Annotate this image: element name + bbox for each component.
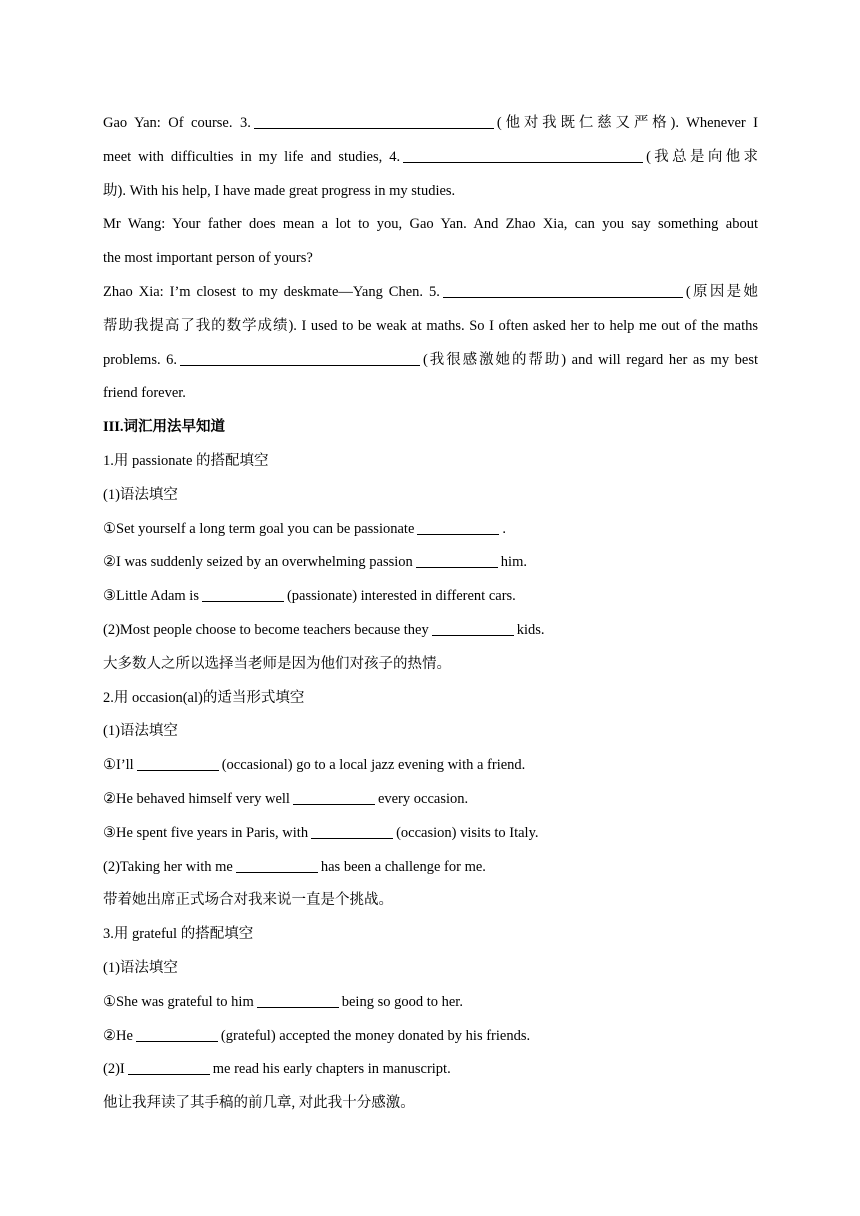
answer-blank[interactable] [416, 553, 498, 569]
dialogue-line-3: 助). With his help, I have made great progress in my studies. [103, 182, 456, 199]
answer-blank[interactable] [257, 992, 339, 1008]
question-text: (occasion) visits to Italy. [396, 824, 539, 841]
question-text: (2)I [103, 1061, 125, 1078]
question-text: every occasion. [377, 790, 469, 807]
question-text: (grateful) accepted the money donated by his friends. [220, 1027, 531, 1044]
question-text: (occasional) go to a local jazz evening with a friend. [221, 757, 526, 774]
answer-blank[interactable] [236, 857, 318, 873]
answer-blank[interactable] [128, 1060, 210, 1076]
answer-blank-4[interactable] [403, 147, 643, 163]
s2-q1 [103, 749, 758, 783]
dialogue-text: (原因是她 [685, 283, 758, 300]
question-text: kids. [516, 621, 545, 638]
question-text: ②He [103, 1027, 133, 1044]
answer-blank[interactable] [293, 789, 375, 805]
worksheet-content [103, 107, 758, 1121]
s3-sub2 [103, 1053, 758, 1087]
answer-blank[interactable] [311, 823, 393, 839]
s3-sub1: (1)语法填空 [103, 959, 178, 976]
answer-blank-3[interactable] [254, 114, 494, 130]
section-heading: III.词汇用法早知道 [103, 419, 226, 436]
question-text: being so good to her. [341, 993, 463, 1010]
s2-sub2 [103, 851, 758, 885]
s2-q3 [103, 817, 758, 851]
question-text: ①Set yourself a long term goal you can be passionate [103, 520, 415, 537]
question-text: ②I was suddenly seized by an overwhelming passion [103, 554, 413, 571]
question-text: ②He behaved himself very well [103, 790, 290, 807]
s1-sub1: (1)语法填空 [103, 486, 178, 503]
dialogue-text: Gao Yan: Of course. 3. [103, 115, 251, 131]
question-text: ③He spent five years in Paris, with [103, 824, 309, 841]
dialogue-line-4: Mr Wang: Your father does mean a lot to you, Gao Yan. And Zhao Xia, can you say something about [103, 216, 758, 233]
dialogue-line-1 [103, 107, 758, 141]
dialogue-line-8 [103, 344, 758, 378]
s3-q1 [103, 986, 758, 1020]
s3-q2 [103, 1020, 758, 1054]
dialogue-text: (我很感激她的帮助) and will regard her as my best [423, 351, 758, 368]
s1-q1 [103, 513, 758, 547]
dialogue-text: (我总是向他求 [646, 148, 758, 165]
question-text: . [502, 520, 506, 537]
dialogue-text: (他对我既仁慈又严格). Whenever I [496, 115, 758, 131]
question-text: (2)Taking her with me [103, 858, 233, 875]
answer-blank[interactable] [202, 587, 284, 603]
dialogue-line-9: friend forever. [103, 385, 186, 402]
s1-q3 [103, 580, 758, 614]
dialogue-line-2 [103, 141, 758, 175]
dialogue-text: Zhao Xia: I’m closest to my deskmate—Yang Chen. 5. [103, 283, 440, 300]
answer-blank[interactable] [417, 519, 499, 535]
s2-title: 2.用 occasion(al)的适当形式填空 [103, 689, 305, 706]
question-text: him. [500, 554, 527, 571]
question-text: ①I’ll [103, 757, 134, 774]
question-text: me read his early chapters in manuscript. [212, 1061, 451, 1078]
dialogue-line-5: the most important person of yours? [103, 250, 313, 267]
s3-title: 3.用 grateful 的搭配填空 [103, 926, 254, 943]
dialogue-line-7: 帮助我提高了我的数学成绩). I used to be weak at maths. So I often asked her to help me out of the maths [103, 317, 758, 334]
question-text: ③Little Adam is [103, 588, 199, 605]
question-text: ①She was grateful to him [103, 993, 254, 1010]
s1-sub2 [103, 614, 758, 648]
answer-blank[interactable] [432, 620, 514, 636]
s3-translation: 他让我拜读了其手稿的前几章, 对此我十分感激。 [103, 1095, 415, 1112]
s2-translation: 带着她出席正式场合对我来说一直是个挑战。 [103, 892, 393, 909]
dialogue-line-6 [103, 276, 758, 310]
s1-q2 [103, 546, 758, 580]
answer-blank[interactable] [136, 1026, 218, 1042]
answer-blank-6[interactable] [180, 350, 420, 366]
question-text: (passionate) interested in different cars. [286, 588, 516, 605]
s1-translation: 大多数人之所以选择当老师是因为他们对孩子的热情。 [103, 655, 451, 672]
answer-blank-5[interactable] [443, 282, 683, 298]
s2-sub1: (1)语法填空 [103, 723, 178, 740]
dialogue-text: meet with difficulties in my life and studies, 4. [103, 148, 401, 165]
dialogue-text: problems. 6. [103, 351, 178, 368]
s1-title: 1.用 passionate 的搭配填空 [103, 452, 269, 469]
question-text: has been a challenge for me. [320, 858, 486, 875]
answer-blank[interactable] [137, 756, 219, 772]
s2-q2 [103, 783, 758, 817]
question-text: (2)Most people choose to become teachers because they [103, 621, 429, 638]
